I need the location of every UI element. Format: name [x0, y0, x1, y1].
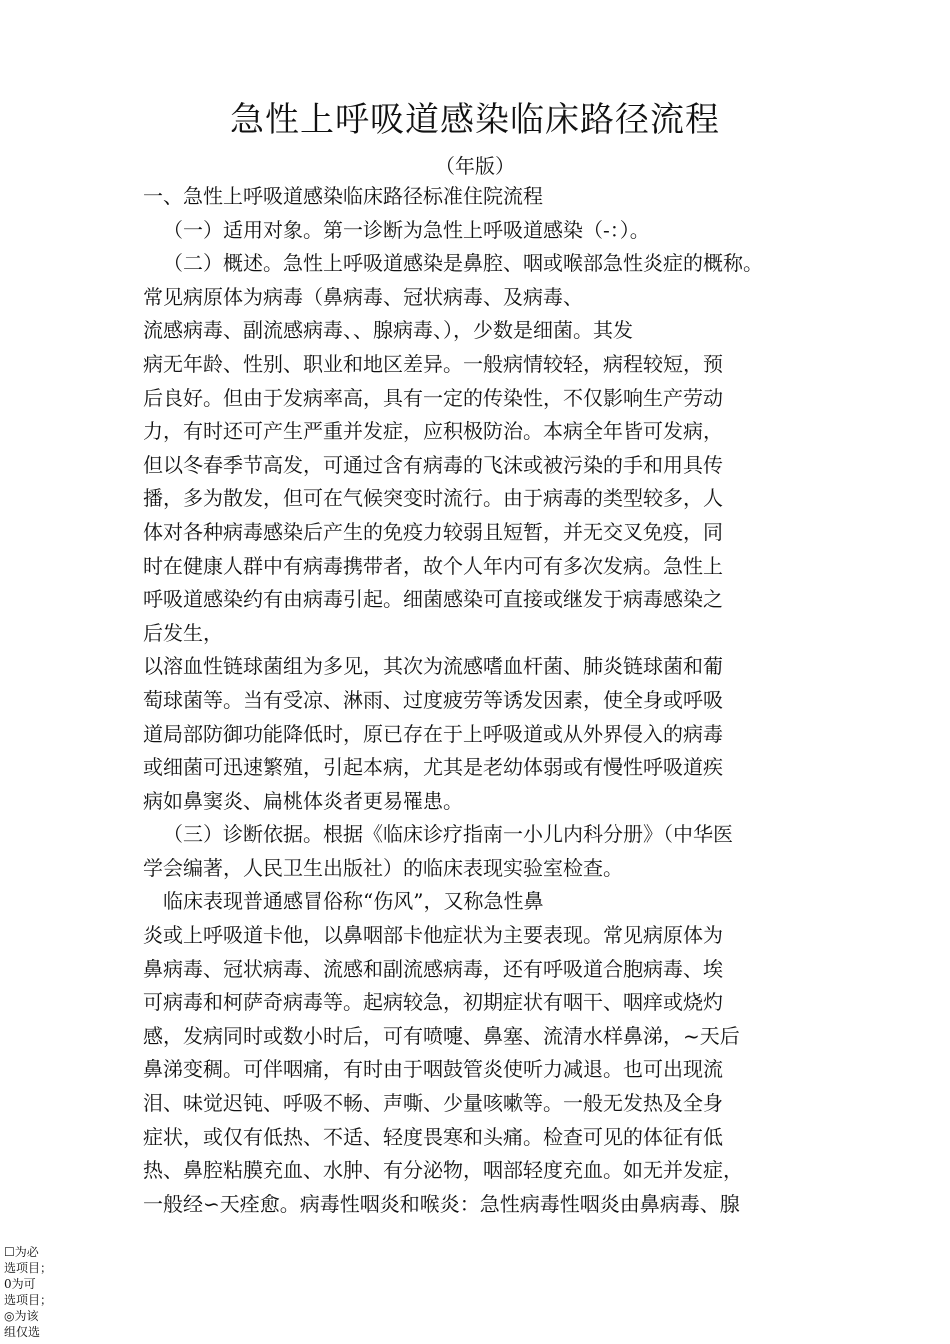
- paragraph-line: 播，多为散发，但可在气候突变时流行。由于病毒的类型较多，人: [143, 486, 723, 511]
- footnote-line: ◎为该: [4, 1309, 39, 1323]
- paragraph-line: 病如鼻窦炎、扁桃体炎者更易罹患。: [143, 788, 463, 813]
- paragraph-line: 以溶血性链球菌组为多见，其次为流感嗜血杆菌、肺炎链球菌和葡: [143, 654, 723, 679]
- footnote-line: 组仅选: [4, 1325, 41, 1339]
- paragraph-line: 鼻涕变稠。可伴咽痛，有时由于咽鼓管炎使听力减退。也可出现流: [143, 1057, 723, 1082]
- paragraph-line: 道局部防御功能降低时，原已存在于上呼吸道或从外界侵入的病毒: [143, 721, 723, 746]
- paragraph-line: （二）概述。急性上呼吸道感染是鼻腔、咽或喉部急性炎症的概称。: [163, 251, 763, 276]
- paragraph-line: 时在健康人群中有病毒携带者，故个人年内可有多次发病。急性上: [143, 553, 723, 578]
- paragraph-line: 可病毒和柯萨奇病毒等。起病较急，初期症状有咽干、咽痒或烧灼: [143, 990, 723, 1015]
- paragraph-line: 体对各种病毒感染后产生的免疫力较弱且短暂，并无交叉免疫，同: [143, 519, 723, 544]
- paragraph-line: 流感病毒、副流感病毒、、腺病毒、），少数是细菌。其发: [143, 318, 633, 343]
- legend-footnote: [4, 1244, 62, 1340]
- paragraph-line: 病无年龄、性别、职业和地区差异。一般病情较轻，病程较短，预: [143, 351, 723, 376]
- footnote-line: 0为可: [4, 1277, 36, 1291]
- footnote-line: ☐为必: [4, 1245, 39, 1259]
- section-heading: 一、急性上呼吸道感染临床路径标准住院流程: [143, 184, 543, 208]
- paragraph-line: 热、鼻腔粘膜充血、水肿、有分泌物，咽部轻度充血。如无并发症，: [143, 1158, 743, 1183]
- footnote-line: 选项目；: [4, 1293, 53, 1307]
- document-body: [143, 180, 823, 1221]
- paragraph-line: （一）适用对象。第一诊断为急性上呼吸道感染（-：）。: [163, 217, 650, 242]
- paragraph-line: 常见病原体为病毒（鼻病毒、冠状病毒、及病毒、: [143, 284, 583, 309]
- paragraph-line: 感，发病同时或数小时后，可有喷嚏、鼻塞、流清水样鼻涕，~天后: [143, 1023, 740, 1048]
- document-subtitle: （年版）: [435, 154, 515, 178]
- paragraph-line: 鼻病毒、冠状病毒、流感和副流感病毒，还有呼吸道合胞病毒、埃: [143, 956, 723, 981]
- paragraph-line: 学会编著，人民卫生出版社）的临床表现实验室检查。: [143, 855, 623, 880]
- paragraph-line: 或细菌可迅速繁殖，引起本病，尤其是老幼体弱或有慢性呼吸道疾: [143, 755, 723, 780]
- paragraph-line: 炎或上呼吸道卡他，以鼻咽部卡他症状为主要表现。常见病原体为: [143, 923, 723, 948]
- footnote-line: 选项目；: [4, 1261, 53, 1275]
- paragraph-line: 临床表现普通感冒俗称“伤风”，又称急性鼻: [163, 889, 544, 914]
- paragraph-line: 萄球菌等。当有受凉、淋雨、过度疲劳等诱发因素，使全身或呼吸: [143, 687, 723, 712]
- paragraph-line: 后发生，: [143, 620, 223, 645]
- document-title: 急性上呼吸道感染临床路径流程: [230, 100, 720, 140]
- paragraph-line: 力，有时还可产生严重并发症，应积极防治。本病全年皆可发病，: [143, 419, 723, 444]
- paragraph-line: 症状，或仅有低热、不适、轻度畏寒和头痛。检查可见的体征有低: [143, 1124, 723, 1149]
- paragraph-line: 泪、味觉迟钝、呼吸不畅、声嘶、少量咳嗽等。一般无发热及全身: [143, 1091, 723, 1116]
- paragraph-line: （三）诊断依据。根据《临床诊疗指南一小儿内科分册》（中华医: [163, 822, 733, 847]
- paragraph-line: 后良好。但由于发病率高，具有一定的传染性，不仅影响生产劳动: [143, 385, 723, 410]
- paragraph-line: 但以冬春季节高发，可通过含有病毒的飞沫或被污染的手和用具传: [143, 452, 723, 477]
- paragraph-line: 一般经∽天痊愈。病毒性咽炎和喉炎：急性病毒性咽炎由鼻病毒、腺: [143, 1191, 740, 1216]
- paragraph-line: 呼吸道感染约有由病毒引起。细菌感染可直接或继发于病毒感染之: [143, 587, 723, 612]
